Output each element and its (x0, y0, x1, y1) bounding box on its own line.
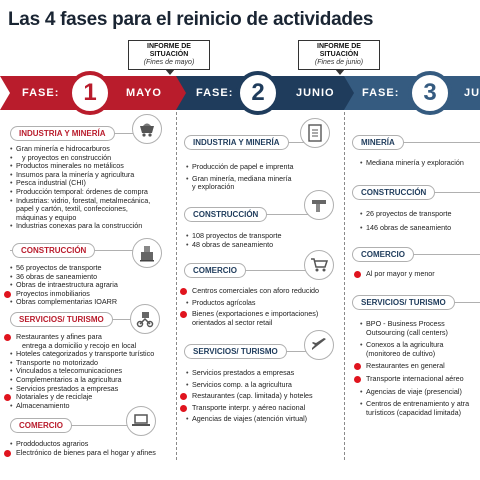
page-title: Las 4 fases para el reinicio de actividades (8, 9, 374, 30)
highlight-dot (4, 334, 11, 341)
construction-worker-icon (132, 238, 162, 268)
list-item (186, 287, 319, 296)
highlight-dot (180, 288, 187, 295)
list-item-text: Transporte interpr. y aéreo nacional (192, 402, 306, 412)
list-item: • 26 proyectos de transporte (360, 210, 452, 219)
list-item: • Almacenamiento (10, 402, 154, 411)
list-item (360, 375, 469, 384)
phase-month: JUNIO (296, 87, 335, 99)
pipes-icon (304, 190, 334, 220)
list-item: • Transporte no motorizado (10, 359, 154, 368)
highlight-dot (354, 363, 361, 370)
list-item (360, 270, 435, 279)
list-item: • 146 obras de saneamiento (360, 224, 452, 233)
list-item: • Mediana minería y exploración (360, 159, 464, 168)
section-heading: INDUSTRIA Y MINERÍA (184, 135, 289, 150)
list-item: • Obras complementarias IOARR (10, 298, 118, 307)
column-divider (344, 112, 345, 460)
phase-number-2: 2 (236, 71, 280, 115)
list-item: • Gran minería, mediana minería (186, 175, 294, 184)
list-item: • Industrias conexas para la construcción (10, 222, 150, 231)
list-item (360, 362, 469, 371)
report-heading: INFORME DE SITUACIÓN (147, 43, 191, 58)
mining-cart-icon (132, 114, 162, 144)
list-item: entrega a domicilio y recojo en local (22, 340, 137, 350)
phase-month: JU (464, 87, 480, 99)
list-item: • Servicios prestados a empresas (186, 369, 313, 378)
list-item-text: Notariales y de reciclaje (16, 392, 93, 402)
highlight-dot (180, 311, 187, 318)
section-heading: COMERCIO (184, 263, 246, 278)
item-list (360, 270, 435, 279)
list-item: • Agencias de viaje (presencial) (360, 388, 469, 397)
list-item: papel y cartón, textil, confecciones, (16, 204, 128, 214)
section-heading: SERVICIOS/ TURISMO (184, 344, 287, 359)
report-sub: (Fines de junio) (314, 59, 364, 66)
list-item: • Hoteles categorizados y transporte turístico (10, 350, 154, 359)
highlight-dot (354, 376, 361, 383)
list-item: y exploración (192, 182, 235, 192)
phase-number-3: 3 (408, 71, 452, 115)
item-list (10, 145, 150, 231)
list-item: • Pesca industrial (CHI) (10, 179, 150, 188)
list-item (10, 449, 156, 458)
report-sub: (Fines de mayo) (143, 59, 195, 66)
list-item-text: Centros comerciales con aforo reducido (192, 286, 320, 295)
section-heading: COMERCIO (352, 247, 414, 262)
item-list (10, 333, 154, 410)
list-item: • Complementarios a la agricultura (10, 376, 154, 385)
highlight-dot (354, 271, 361, 278)
list-item: • Insumos para la minería y agricultura (10, 171, 150, 180)
list-item: • BPO - Business Process (360, 320, 469, 329)
report-box-may (128, 40, 210, 70)
list-item: • 36 obras de saneamiento (10, 273, 118, 282)
list-item (186, 404, 313, 413)
list-item (186, 392, 313, 401)
report-box-june (298, 40, 380, 70)
laptop-icon (126, 406, 156, 436)
list-item: • Proddoductos agrarios (10, 440, 156, 449)
phase-label: FASE: (22, 87, 60, 99)
list-item-text: Restaurantes y afines para (16, 332, 102, 341)
list-item: • 48 obras de saneamiento (186, 241, 282, 250)
item-list (186, 232, 282, 249)
section-heading: CONSTRUCCIÓN (12, 243, 95, 258)
shopping-cart-icon (304, 250, 334, 280)
column-divider (176, 112, 177, 460)
highlight-dot (4, 450, 11, 457)
list-item: • Agencias de viajes (atención virtual) (186, 415, 313, 424)
list-item: • Gran minería e hidrocarburos (10, 145, 150, 154)
list-item: máquinas y equipo (16, 212, 77, 222)
airplane-icon (304, 330, 334, 360)
list-item: Outsourcing (call centers) (366, 327, 448, 337)
band-notch (0, 76, 10, 110)
section-heading: SERVICIOS/ TURISMO (352, 295, 455, 310)
list-item-text: Proyectos inmobiliarios (16, 288, 90, 298)
list-item-text: Bienes (exportaciones e importaciones) (192, 309, 319, 319)
highlight-dot (180, 405, 187, 412)
document-icon (300, 118, 330, 148)
band-arrow-tip (344, 76, 354, 110)
phase-number-1: 1 (68, 71, 112, 115)
list-item: • Servicios prestados a empresas (10, 385, 154, 394)
delivery-scooter-icon (130, 304, 160, 334)
report-heading: INFORME DE SITUACIÓN (317, 43, 361, 58)
list-item: (monitoreo de cultivo) (366, 348, 436, 358)
list-item: • Servicios comp. a la agricultura (186, 381, 313, 390)
list-item: • Productos agrícolas (186, 299, 319, 308)
section-heading: CONSTRUCCIÓN (184, 207, 267, 222)
phase-month: MAYO (126, 87, 162, 99)
item-list (360, 210, 452, 232)
section-heading: CONSTRUCCIÓN (352, 185, 435, 200)
item-list (10, 440, 156, 457)
list-item: • Productos minerales no metálicos (10, 162, 150, 171)
list-item: orientados al sector retail (192, 317, 273, 327)
list-item-text: Restaurantes en general (366, 361, 445, 371)
list-item: • Industrias: vidrio, forestal, metalmecánica, (10, 197, 150, 206)
item-list (186, 163, 294, 192)
list-item: • 56 proyectos de transporte (10, 264, 118, 273)
section-heading: SERVICIOS/ TURISMO (10, 312, 113, 327)
item-list (186, 369, 313, 424)
list-item: • Producción de papel e imprenta (186, 163, 294, 172)
phase-label: FASE: (196, 87, 234, 99)
item-list (360, 159, 464, 168)
band-arrow-tip (176, 76, 186, 110)
highlight-dot (180, 393, 187, 400)
list-item: • Vinculados a telecomunicaciones (10, 367, 154, 376)
item-list (186, 287, 319, 327)
section-heading: MINERÍA (352, 135, 404, 150)
list-item-text: Transporte internacional aéreo (366, 373, 464, 383)
item-list (10, 264, 118, 307)
list-item-text: Al por mayor y menor (366, 269, 435, 278)
list-item: turísticos (capacidad limitada) (366, 407, 462, 417)
list-item-text: Electrónico de bienes para el hogar y afines (16, 447, 156, 457)
item-list (360, 320, 469, 417)
section-heading: INDUSTRIA Y MINERÍA (10, 126, 115, 141)
list-item: • y proyectos en construcción (10, 154, 150, 163)
list-item: • Obras de intraestructura agraria (10, 281, 118, 290)
list-item: • Conexos a la agricultura (360, 341, 469, 350)
list-item: • Centros de entrenamiento y atra (360, 400, 469, 409)
phase-label: FASE: (362, 87, 400, 99)
list-item: • Producción temporal: órdenes de compra (10, 188, 150, 197)
list-item: • 108 proyectos de transporte (186, 232, 282, 241)
list-item-text: Restaurantes (cap. limitada) y hoteles (192, 391, 313, 401)
section-heading: COMERCIO (10, 418, 72, 433)
